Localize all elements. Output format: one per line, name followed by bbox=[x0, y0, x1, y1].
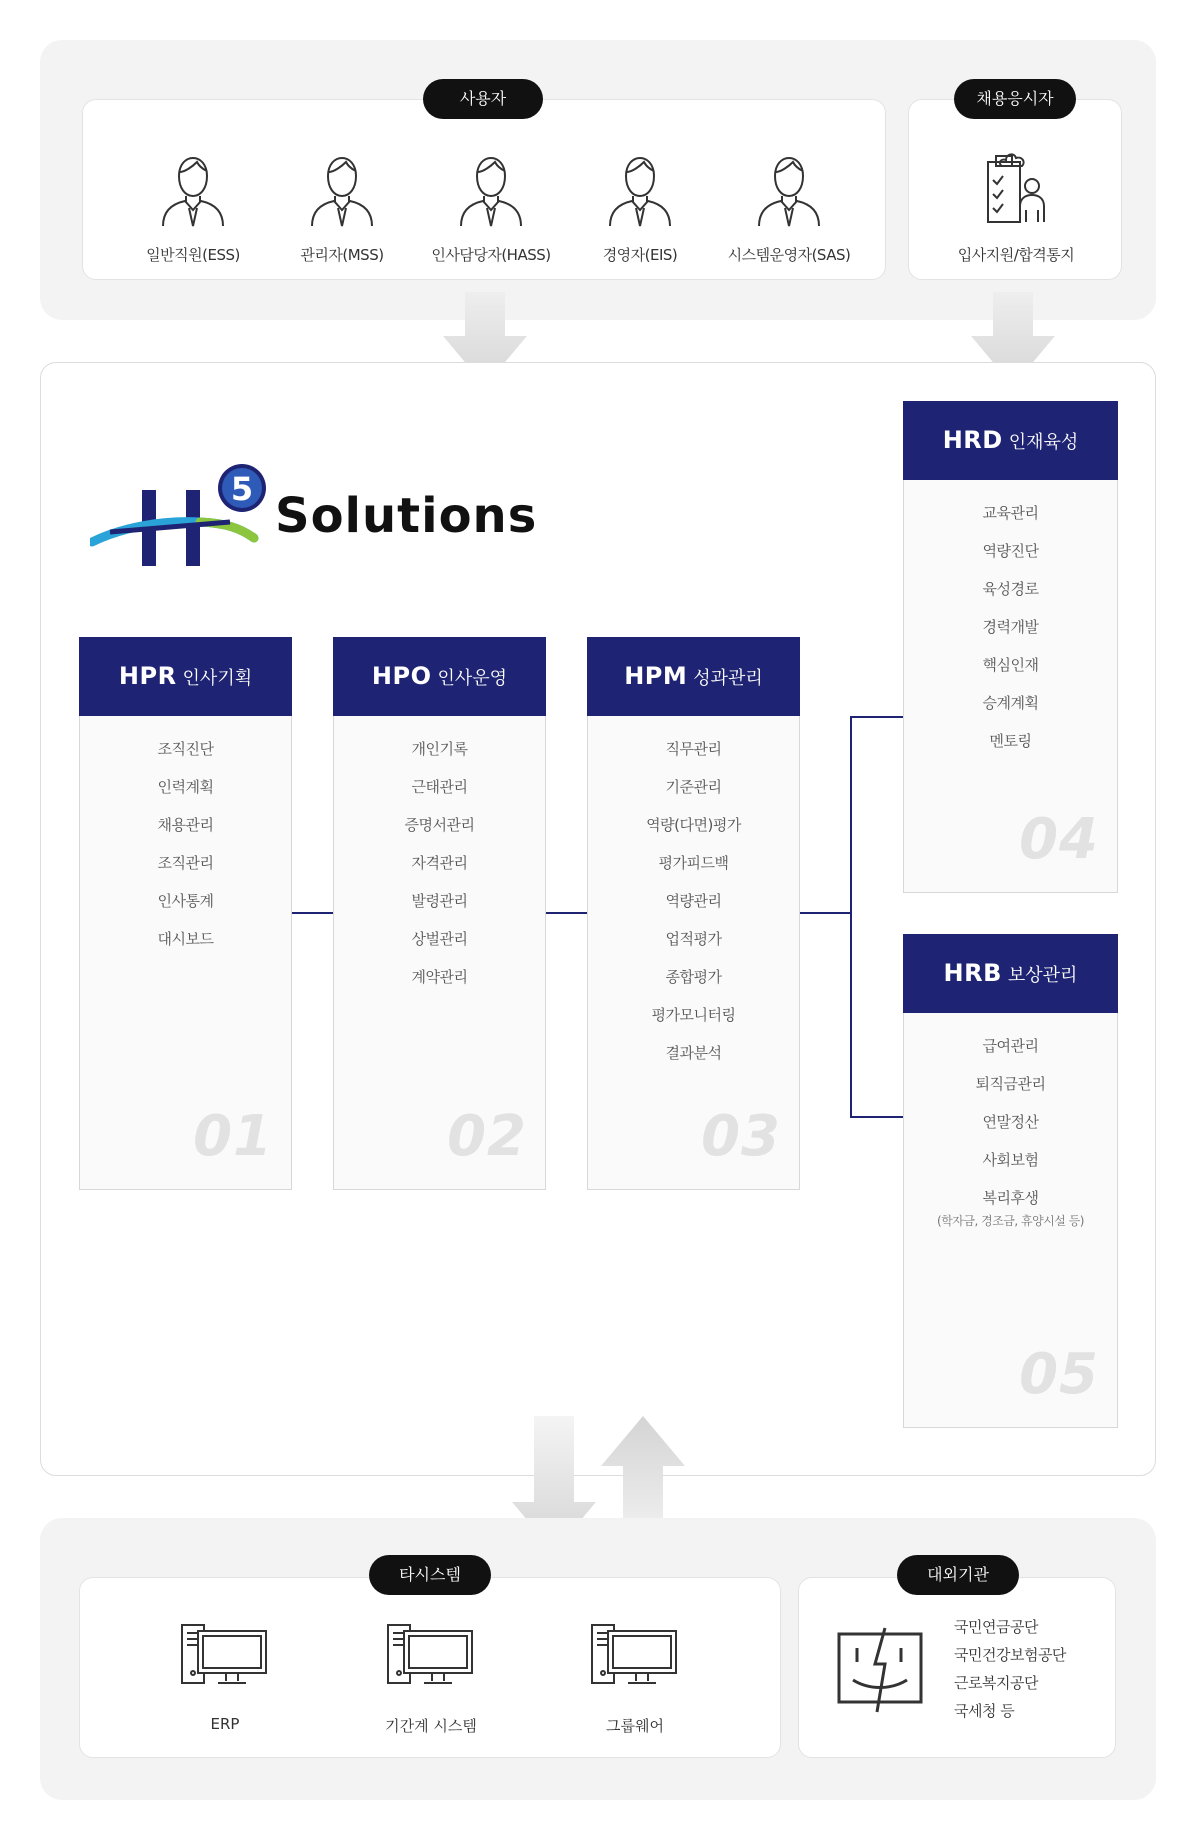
user-label: 시스템운영자(SAS) bbox=[727, 246, 851, 264]
logo-text: Solutions bbox=[275, 488, 538, 544]
person-icon bbox=[749, 150, 829, 230]
module-item: 대시보드 bbox=[157, 930, 214, 948]
user-ess bbox=[123, 150, 263, 265]
external-agency: 국민건강보험공단 bbox=[954, 1646, 1066, 1664]
module-item: 채용관리 bbox=[157, 816, 214, 834]
module-title: 보상관리 bbox=[1007, 965, 1078, 986]
module-item: 역량관리 bbox=[665, 892, 722, 910]
module-items bbox=[904, 1035, 1117, 1229]
module-item: 인사통계 bbox=[157, 892, 214, 910]
module-item: 육성경로 bbox=[982, 580, 1039, 598]
person-icon bbox=[451, 150, 531, 230]
module-items bbox=[80, 738, 291, 966]
external-agency-list bbox=[954, 1616, 1066, 1728]
person-icon bbox=[302, 150, 382, 230]
module-item: 인력계획 bbox=[157, 778, 214, 796]
user-mss bbox=[272, 150, 412, 265]
system-label: ERP bbox=[210, 1715, 240, 1733]
module-item: 계약관리 bbox=[411, 968, 468, 986]
module-header bbox=[333, 637, 546, 716]
logo-superscript: 5 bbox=[230, 470, 254, 508]
module-code: HPO bbox=[371, 662, 432, 690]
module-item: 자격관리 bbox=[411, 854, 468, 872]
module-header bbox=[903, 934, 1118, 1013]
module-title: 인사기획 bbox=[182, 668, 253, 689]
connector-hpr-hpo bbox=[291, 912, 333, 914]
connector-branch-hrd bbox=[850, 716, 903, 718]
user-label: 일반직원(ESS) bbox=[146, 246, 240, 264]
module-items bbox=[588, 738, 799, 1080]
user-eis bbox=[570, 150, 710, 265]
connector-branch-hrb bbox=[850, 1116, 903, 1118]
desktop-computer-icon bbox=[386, 1623, 476, 1687]
module-code: HRB bbox=[943, 959, 1002, 987]
applicant-item bbox=[946, 150, 1086, 265]
module-item: 상벌관리 bbox=[411, 930, 468, 948]
module-item: 사회보험 bbox=[982, 1151, 1039, 1169]
applicant-label: 입사지원/합격통지 bbox=[957, 246, 1075, 264]
module-item: 연말정산 bbox=[982, 1113, 1039, 1131]
module-item: 개인기록 bbox=[411, 740, 468, 758]
module-item: 근태관리 bbox=[411, 778, 468, 796]
module-hpm bbox=[587, 637, 800, 1190]
connector-hpo-hpm bbox=[545, 912, 587, 914]
module-item: 급여관리 bbox=[982, 1037, 1039, 1055]
module-hrb bbox=[903, 934, 1118, 1428]
module-item: 조직진단 bbox=[157, 740, 214, 758]
system-label: 기간계 시스템 bbox=[385, 1717, 477, 1735]
module-hrd bbox=[903, 401, 1118, 893]
applicant-checklist-icon bbox=[976, 150, 1056, 230]
module-number: 03 bbox=[701, 1104, 781, 1169]
module-item-with-note bbox=[904, 1187, 1117, 1229]
module-item: 퇴직금관리 bbox=[975, 1075, 1046, 1093]
system-erp bbox=[150, 1623, 300, 1733]
module-item: 승계계획 bbox=[982, 694, 1039, 712]
module-item: 직무관리 bbox=[665, 740, 722, 758]
external-agency: 국세청 등 bbox=[954, 1702, 1015, 1720]
module-title: 인사운영 bbox=[437, 668, 508, 689]
applicant-badge: 채용응시자 bbox=[954, 79, 1076, 119]
system-groupware bbox=[560, 1623, 710, 1736]
desktop-computer-icon bbox=[180, 1623, 270, 1687]
module-item: 결과분석 bbox=[665, 1044, 722, 1062]
user-label: 경영자(EIS) bbox=[602, 246, 678, 264]
module-header bbox=[79, 637, 292, 716]
module-number: 05 bbox=[1019, 1342, 1099, 1407]
users-card bbox=[82, 99, 886, 280]
module-item: 평가피드백 bbox=[658, 854, 729, 872]
user-sas bbox=[719, 150, 859, 265]
module-number: 04 bbox=[1019, 807, 1099, 872]
desktop-computer-icon bbox=[590, 1623, 680, 1687]
module-item: 기준관리 bbox=[665, 778, 722, 796]
module-hpr bbox=[79, 637, 292, 1190]
system-core bbox=[356, 1623, 506, 1736]
connector-branch-vertical bbox=[850, 716, 852, 1118]
module-item: 증명서관리 bbox=[404, 816, 475, 834]
module-item: 역량진단 bbox=[982, 542, 1039, 560]
module-item: 멘토링 bbox=[989, 732, 1032, 750]
module-number: 02 bbox=[447, 1104, 527, 1169]
module-code: HPR bbox=[118, 662, 177, 690]
module-item: 복리후생 bbox=[982, 1189, 1039, 1207]
external-badge: 대외기관 bbox=[897, 1555, 1019, 1595]
module-item: 종합평가 bbox=[665, 968, 722, 986]
module-item: 핵심인재 bbox=[982, 656, 1039, 674]
h5-solutions-logo bbox=[90, 460, 538, 570]
module-header bbox=[903, 401, 1118, 480]
module-item: 평가모니터링 bbox=[651, 1006, 736, 1024]
user-label: 인사담당자(HASS) bbox=[431, 246, 551, 264]
module-item: 경력개발 bbox=[982, 618, 1039, 636]
module-title: 인재육성 bbox=[1008, 432, 1079, 453]
external-agency: 국민연금공단 bbox=[954, 1618, 1038, 1636]
user-label: 관리자(MSS) bbox=[300, 246, 384, 264]
module-number: 01 bbox=[193, 1104, 273, 1169]
module-code: HRD bbox=[942, 426, 1003, 454]
systems-badge: 타시스템 bbox=[369, 1555, 491, 1595]
module-hpo bbox=[333, 637, 546, 1190]
person-icon bbox=[600, 150, 680, 230]
module-item: 발령관리 bbox=[411, 892, 468, 910]
applicant-card bbox=[908, 99, 1122, 280]
person-icon bbox=[153, 150, 233, 230]
module-code: HPM bbox=[624, 662, 688, 690]
external-agency: 근로복지공단 bbox=[954, 1674, 1038, 1692]
module-title: 성과관리 bbox=[693, 668, 763, 689]
systems-card bbox=[79, 1577, 781, 1758]
module-item: 조직관리 bbox=[157, 854, 214, 872]
module-item: 업적평가 bbox=[665, 930, 722, 948]
module-item: 교육관리 bbox=[982, 504, 1039, 522]
h5-logo-mark bbox=[90, 460, 280, 570]
users-badge: 사용자 bbox=[423, 79, 543, 119]
module-item: 역량(다면)평가 bbox=[646, 816, 741, 834]
finder-face-icon bbox=[835, 1624, 925, 1714]
connector-hpm-branch bbox=[799, 912, 851, 914]
module-header bbox=[587, 637, 800, 716]
module-items bbox=[334, 738, 545, 1004]
module-item-note: (학자금, 경조금, 휴양시설 등) bbox=[937, 1214, 1084, 1228]
external-card bbox=[798, 1577, 1116, 1758]
system-label: 그룹웨어 bbox=[606, 1717, 664, 1735]
user-hass bbox=[421, 150, 561, 265]
module-items bbox=[904, 502, 1117, 768]
